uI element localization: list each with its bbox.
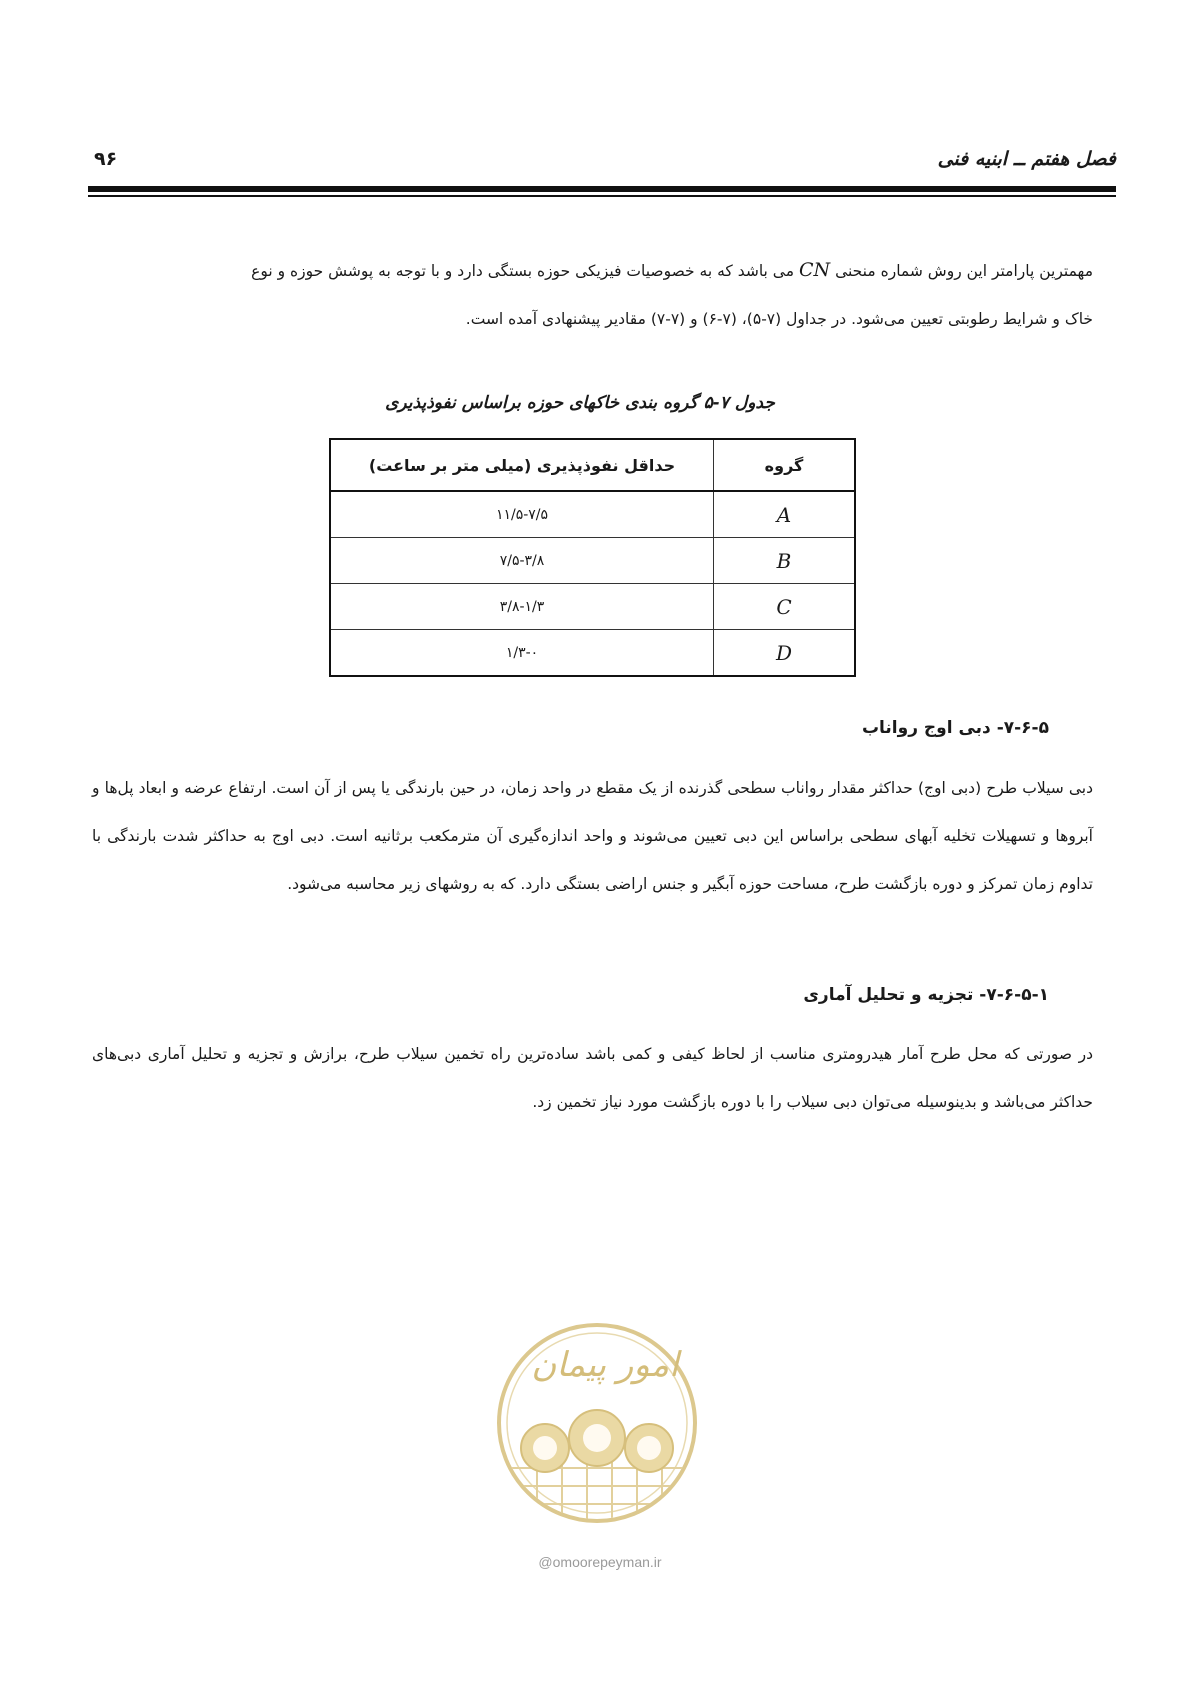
table-cell-value: ۷/۵-۳/۸ xyxy=(330,538,714,584)
soil-group-table xyxy=(329,438,856,677)
header-rule-thin xyxy=(88,195,1116,197)
intro-text-before: مهمترین پارامتر این روش شماره منحنی xyxy=(835,262,1093,280)
paragraph-text: در صورتی که محل طرح آمار هیدرومتری مناسب از لحاظ کیفی و کمی باشد ساده‌ترین راه تخمین سیلاب طرح، برازش و تجزیه و تحلیل آماری دبی‌های حداکثر می‌باشد و بدینوسیله می‌توان دبی سیلاب را با دوره بازگشت مورد نیاز تخمین زد. xyxy=(92,1045,1093,1111)
table-header-group: گروه xyxy=(714,439,856,491)
intro-line-1 xyxy=(92,246,1093,295)
intro-text-after: می باشد که به خصوصیات فیزیکی حوزه بستگی دارد و با توجه به پوشش حوزه و نوع xyxy=(251,262,795,280)
page-number: ۹۶ xyxy=(94,148,118,170)
intro-paragraph xyxy=(92,246,1093,343)
paragraph-text: دبی سیلاب طرح (دبی اوج) حداکثر مقدار رواناب سطحی گذرنده از یک مقطع در واحد زمان، در حین بارندگی یا پس از آن است. ارتفاع عرضه و ابعاد پل‌ها و آبروها و تسهیلات تخلیه آبهای سطحی براساس این دبی تعیین می‌شوند و واحد اندازه‌گیری آن مترمکعب برثانیه است. دبی اوج به حداکثر شدت بارندگی با تداوم زمان تمرکز و دوره بازگشت طرح، مساحت حوزه آبگیر و جنس اراضی بستگی دارد. که به روشهای زیر محاسبه می‌شود. xyxy=(92,779,1093,893)
table-row xyxy=(330,538,855,584)
table-row xyxy=(330,491,855,538)
cn-symbol: CN xyxy=(798,259,831,281)
table-cell-group: D xyxy=(714,630,856,677)
table-header-row xyxy=(330,439,855,491)
page-header xyxy=(88,148,1116,196)
watermark-logo xyxy=(487,1298,707,1558)
watermark-url: @omoorepeyman.ir xyxy=(538,1554,662,1570)
intro-line-2: خاک و شرایط رطوبتی تعیین می‌شود. در جداول (۷-۵)، (۷-۶) و (۷-۷) مقادیر پیشنهادی آمده است. xyxy=(465,310,1093,328)
table xyxy=(329,438,856,677)
section-heading-statistical-analysis: ۷-۶-۵-۱- تجزیه و تحلیل آماری xyxy=(803,985,1049,1005)
table-row xyxy=(330,630,855,677)
table-cell-value: ۱۱/۵-۷/۵ xyxy=(330,491,714,538)
table-cell-value: ۳/۸-۱/۳ xyxy=(330,584,714,630)
watermark-seal-icon xyxy=(487,1298,707,1558)
table-header-infiltration: حداقل نفوذپذیری (میلی متر بر ساعت) xyxy=(330,439,714,491)
table-caption: جدول ۷-۵ گروه بندی خاکهای حوزه براساس نفوذپذیری xyxy=(385,393,775,413)
header-rule-thick xyxy=(88,186,1116,192)
table-cell-group: C xyxy=(714,584,856,630)
table-cell-value: ۱/۳-۰ xyxy=(330,630,714,677)
watermark-logo-text: امور پیمان xyxy=(531,1345,679,1385)
section-heading-peak-discharge: ۷-۶-۵- دبی اوج رواناب xyxy=(861,718,1049,738)
table-cell-group: B xyxy=(714,538,856,584)
section-statistical-analysis-body xyxy=(92,1030,1093,1126)
section-peak-discharge-body xyxy=(92,764,1093,908)
table-cell-group: A xyxy=(714,491,856,538)
table-row xyxy=(330,584,855,630)
chapter-title: فصل هفتم ــ ابنیه فنی xyxy=(937,148,1116,170)
